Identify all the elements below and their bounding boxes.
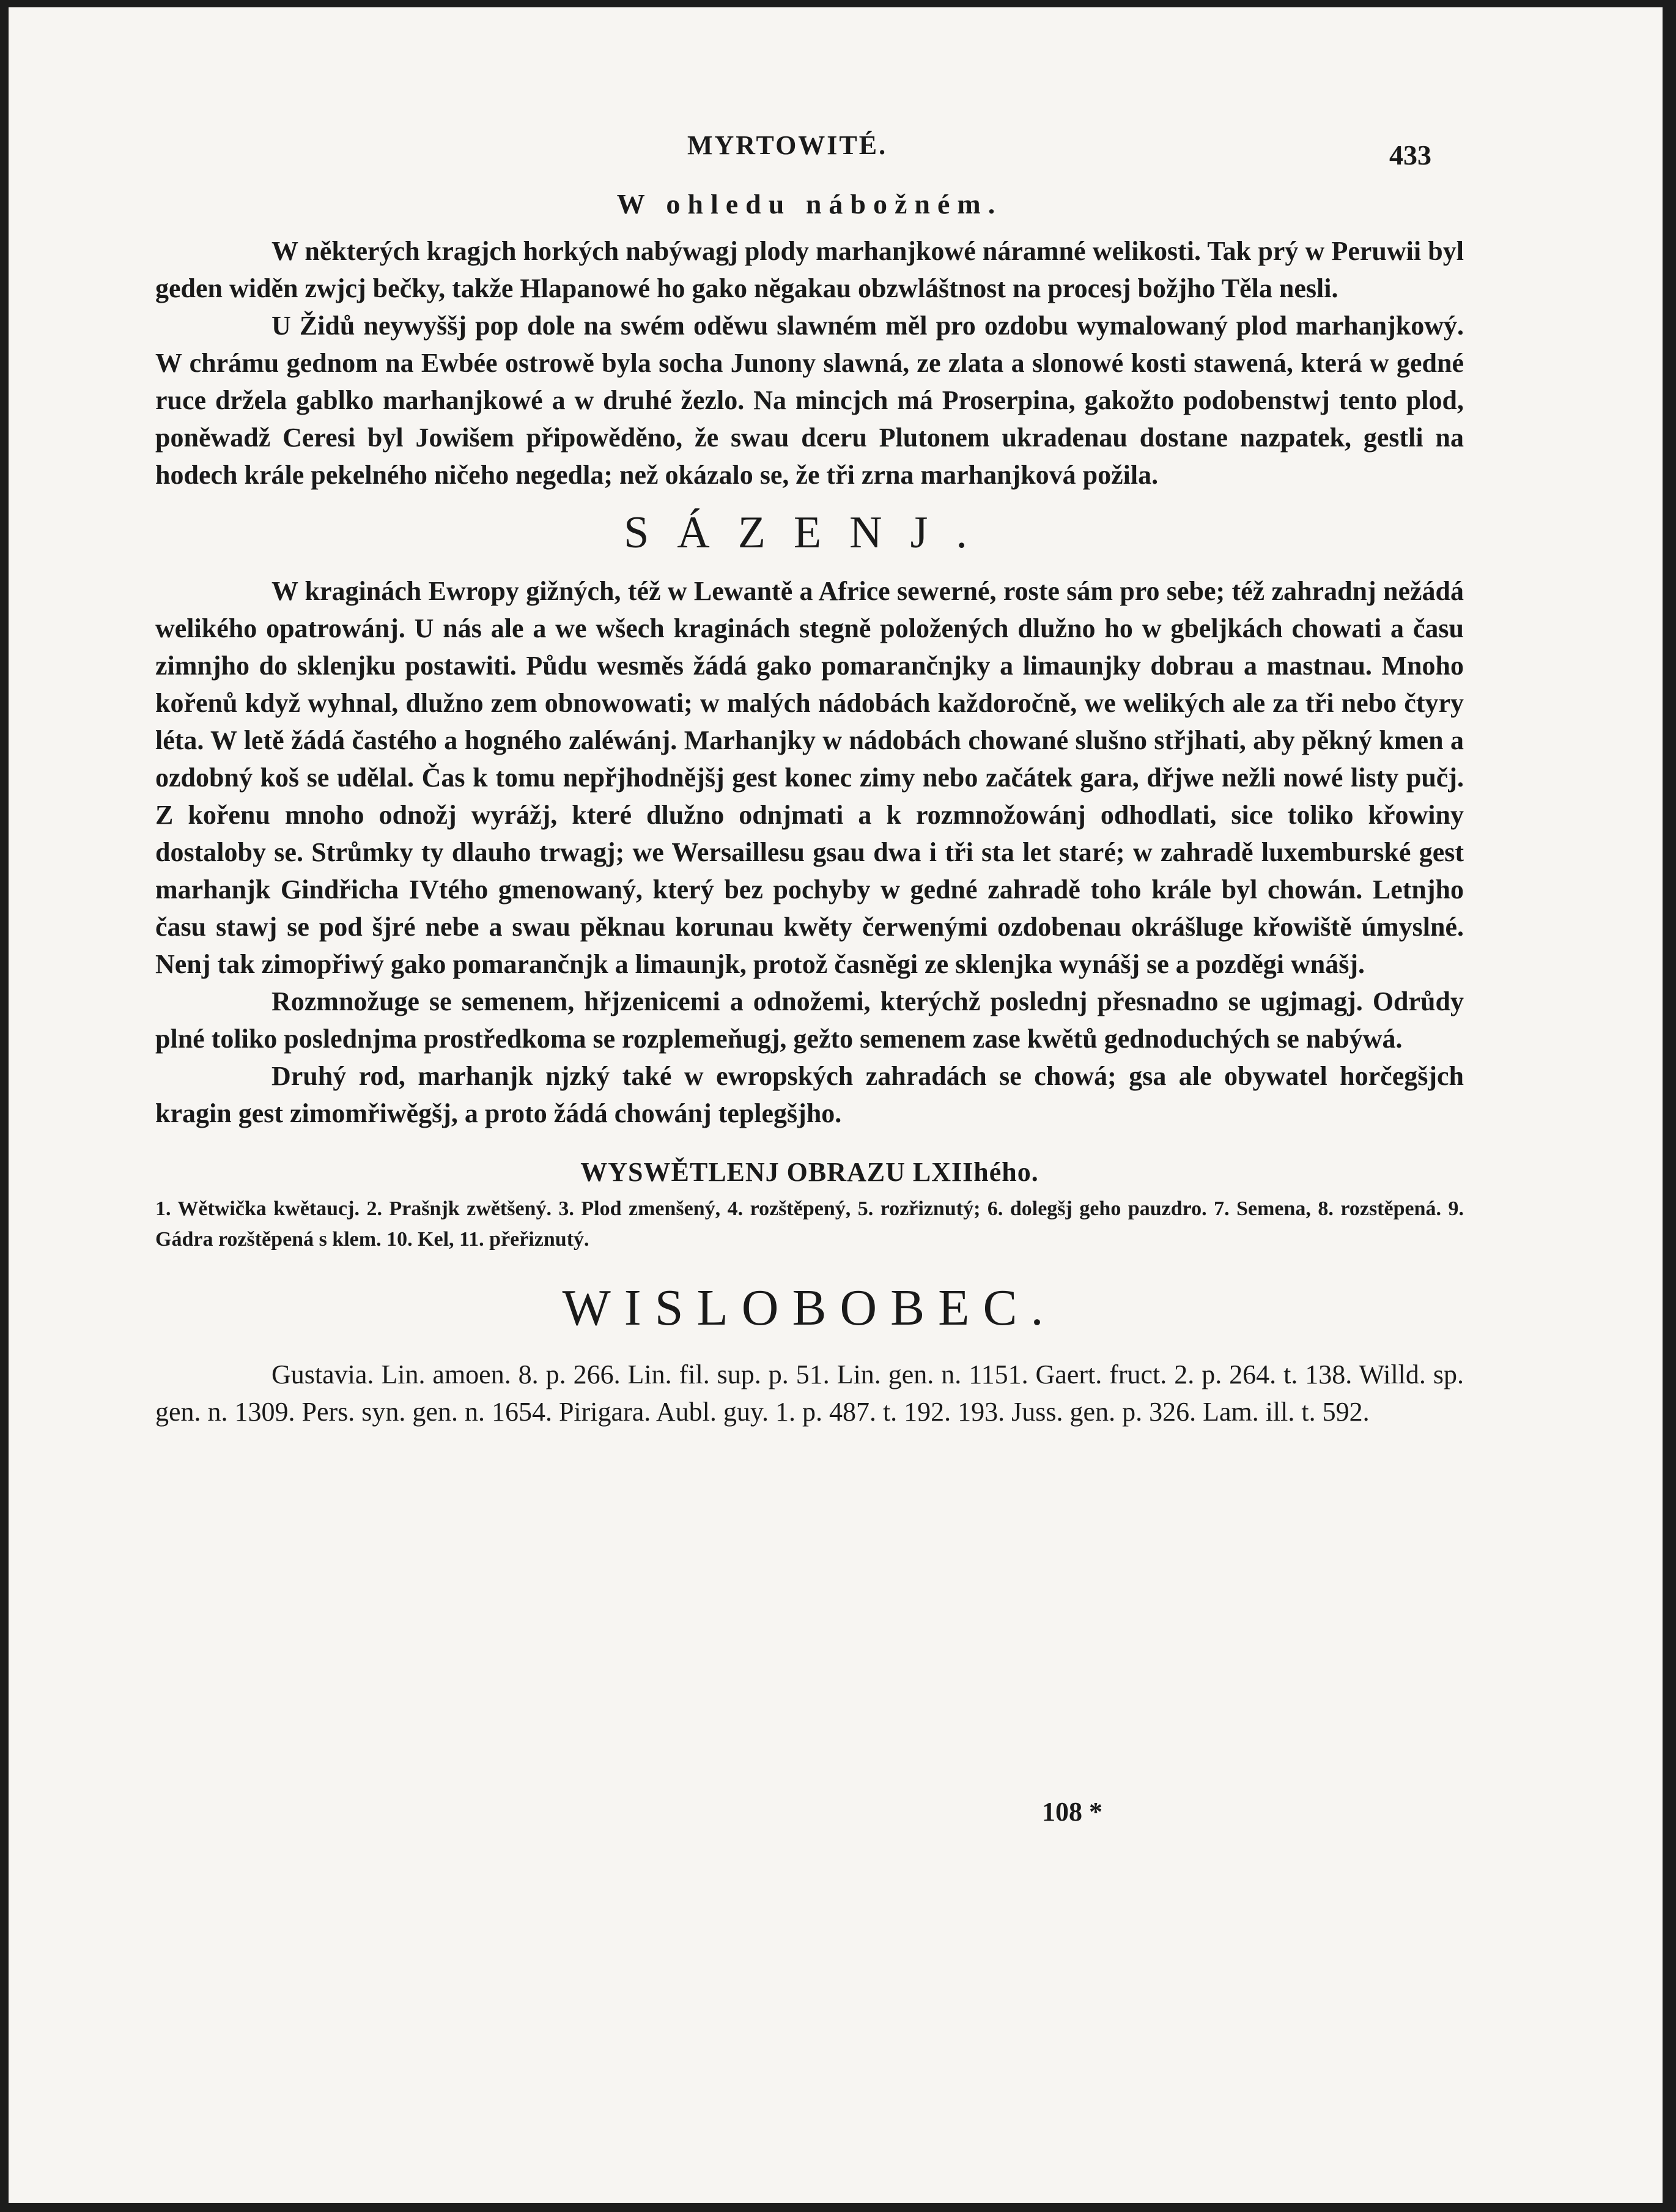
section-title-planting: SÁZENJ. <box>624 508 995 558</box>
book-page <box>9 7 1663 2203</box>
section-heading-religious: W ohledu nábožném. <box>616 188 1003 220</box>
plate-explanation-title: WYSWĚTLENJ OBRAZU LXIIhého. <box>580 1157 1039 1187</box>
printer-signature: 108 * <box>1042 1797 1102 1827</box>
page-body <box>155 188 1464 1430</box>
genus-references: Gustavia. Lin. amoen. 8. p. 266. Lin. fil. sup. p. 51. Lin. gen. n. 1151. Gaert. fruct. 2. p. 264. t. 138. Willd. sp. gen. n. 1309. Pers. syn. gen. n. 1654. Pirigara. Aubl. guy. 1. p. 487. t. 192. 193. Juss. gen. p. 326. Lam. ill. t. 592. <box>155 1359 1464 1427</box>
paragraph: W kraginách Ewropy gižných, též w Lewantě a Africe sewerné, roste sám pro sebe; též zahradnj nežádá welikého opatrowánj. U nás ale a we wšech kraginách stegně položených dlužno ho w gbeljkách chowati a času zimnjho do sklenjku postawiti. Půdu wesměs žádá gako pomarančnjky a limaunjky dobrau a mastnau. Mnoho kořenů když wyhnal, dlužno zem obnowowati; w malých nádobách každoročně, we welikých ale za tři nebo čtyry léta. W letě žádá častého a hogného zaléwánj. Marhanjky w nádobách chowané slušno střjhati, aby pěkný kmen a ozdobný koš se udělal. Čas k tomu nepřjhodnějšj gest konec zimy nebo začátek gara, dřjwe nežli nowé listy pučj. Z kořenu mnoho odnožj wyrážj, které dlužno odnjmati a k rozmnožowánj odhodlati, sice toliko křowiny dostaloby se. Strůmky ty dlauho trwagj; we Wersaillesu gsau dwa i tři sta let staré; w zahradě luxemburské gest marhanjk Gindřicha IVtého gmenowaný, který bez pochyby w gedné zahradě toho krále byl chowán. Letnjho času stawj se pod šjré nebe a swau pěknau korunau kwěty čerwenými ozdobenau okrášluge křowiště úmyslné. Nenj tak zimopřiwý gako pomarančnjk a limaunjk, protož časněgi ze sklenjka wynášj se a pozděgi wnášj. <box>155 576 1464 979</box>
paragraph: W některých kragjch horkých nabýwagj plody marhanjkowé náramné welikosti. Tak prý w Peruwii byl geden widěn zwjcj bečky, takže Hlapanowé ho gako nĕgakau obzwláštnost na procesj božjho Těla nesli. <box>155 236 1464 303</box>
page-number: 433 <box>1389 139 1431 171</box>
paragraph: Druhý rod, marhanjk njzký také w ewropských zahradách se chowá; gsa ale obywatel horčegšjch kragin gest zimomřiwěgšj, a proto žádá chowánj teplegšjho. <box>155 1061 1464 1128</box>
paragraph: Rozmnožuge se semenem, hřjzenicemi a odnožemi, kterýchž poslednj přesnadno se ugjmagj. Odrůdy plné toliko poslednjma prostředkoma se rozplemeňugj, gežto semenem zase kwětů gednoduchých se nabýwá. <box>155 986 1464 1054</box>
running-header: MYRTOWITÉ. <box>687 130 888 160</box>
paragraph: U Židů neywyššj pop dole na swém oděwu slawném měl pro ozdobu wymalowaný plod marhanjkowý. W chrámu gednom na Ewbée ostrowě byla socha Junony slawná, ze zlata a slonowé kosti stawená, která w gedné ruce držela gablko marhanjkowé a w druhé žezlo. Na mincjch má Proserpina, gakožto podobenstwj tento plod, poněwadž Ceresi byl Jowišem připowěděno, že swau dceru Plutonem ukradenau dostane nazpatek, gestli na hodech krále pekelného ničeho negedla; než okázalo se, že tři zrna marhanjková požila. <box>155 311 1464 490</box>
genus-title: WISLOBOBEC. <box>562 1279 1057 1336</box>
plate-legend: 1. Wětwička kwětaucj. 2. Prašnjk zwětšený. 3. Plod zmenšený, 4. rozštěpený, 5. rozřiznutý; 6. dolegšj geho pauzdro. 7. Semena, 8. rozstěpená. 9. Gádra rozštěpená s klem. 10. Kel, 11. přeřiznutý. <box>155 1197 1464 1251</box>
